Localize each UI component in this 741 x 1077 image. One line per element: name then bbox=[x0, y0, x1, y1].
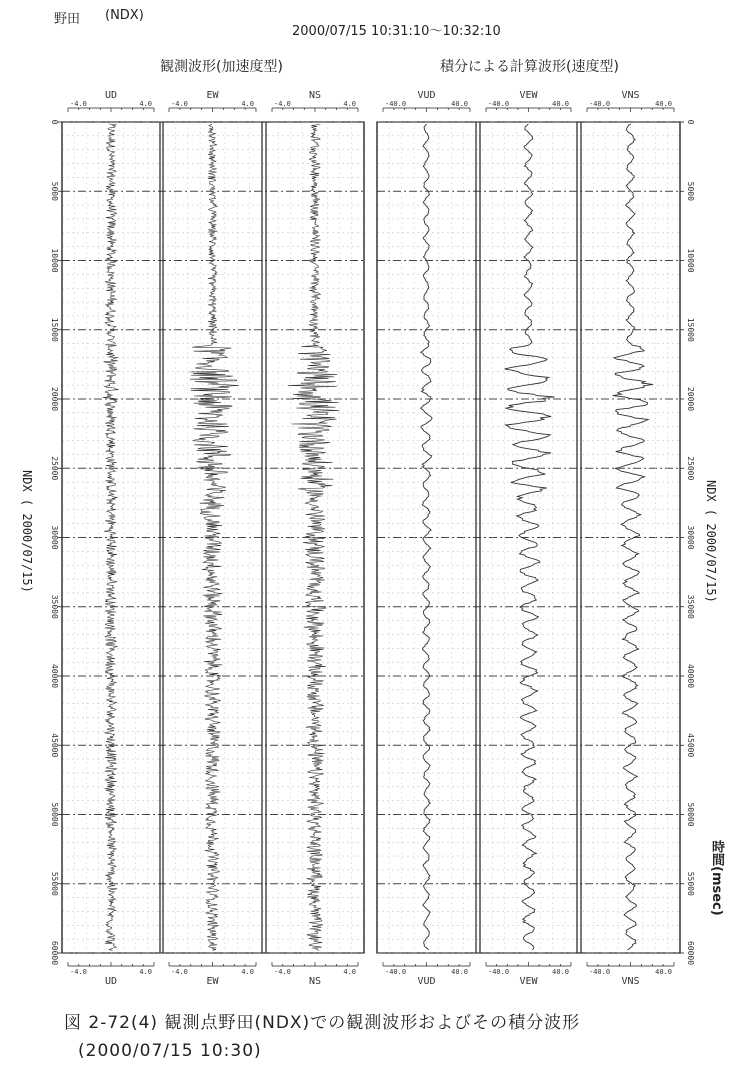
amplitude-tick-label-min: -40.0 bbox=[589, 100, 611, 108]
amplitude-tick-label-max: 40.0 bbox=[655, 968, 672, 976]
amplitude-tick-label-min: -4.0 bbox=[274, 100, 291, 108]
channel-label-bottom: UD bbox=[104, 976, 118, 987]
time-tick-label-left: 10000 bbox=[50, 248, 59, 273]
amplitude-tick-label-min: -40.0 bbox=[589, 968, 611, 976]
channel-label-bottom: VUD bbox=[417, 976, 436, 987]
time-tick-label-left: 50000 bbox=[50, 802, 59, 827]
amplitude-tick-label-max: 4.0 bbox=[241, 100, 254, 108]
time-axis-label: 時間(msec) bbox=[709, 840, 724, 916]
channel-label-bottom: VEW bbox=[519, 976, 538, 987]
station-name: 野田 bbox=[54, 12, 81, 27]
time-tick-label-right: 45000 bbox=[686, 733, 695, 758]
time-tick-label-right: 15000 bbox=[686, 317, 695, 342]
waveform-ns bbox=[288, 124, 339, 950]
time-tick-label-right: 60000 bbox=[686, 940, 695, 966]
channel-label-top: VEW bbox=[519, 90, 538, 101]
figure-caption: 図 2-72(4) 観測点野田(NDX)での観測波形およびその積分波形 bbox=[64, 1013, 581, 1033]
channel-label-top: VNS bbox=[621, 90, 640, 101]
amplitude-tick-label-min: -4.0 bbox=[274, 968, 291, 976]
amplitude-tick-label-max: 40.0 bbox=[552, 100, 569, 108]
station-code: (NDX) bbox=[105, 8, 144, 23]
amplitude-tick-label-min: -4.0 bbox=[171, 100, 188, 108]
amplitude-tick-label-max: 40.0 bbox=[451, 100, 468, 108]
amplitude-tick-label-min: -40.0 bbox=[488, 100, 510, 108]
channel-label-top: VUD bbox=[417, 90, 436, 101]
time-tick-label-right: 10000 bbox=[686, 248, 695, 273]
waveform-vns bbox=[613, 124, 653, 950]
amplitude-tick-label-min: -40.0 bbox=[385, 100, 407, 108]
amplitude-tick-label-min: -40.0 bbox=[385, 968, 407, 976]
amplitude-tick-label-max: 4.0 bbox=[343, 968, 356, 976]
time-tick-label-right: 0 bbox=[686, 119, 695, 125]
amplitude-tick-label-max: 40.0 bbox=[552, 968, 569, 976]
time-tick-label-right: 55000 bbox=[686, 871, 695, 896]
amplitude-tick-label-max: 4.0 bbox=[139, 968, 152, 976]
time-tick-label-left: 25000 bbox=[50, 456, 59, 481]
time-tick-label-left: 15000 bbox=[50, 317, 59, 342]
time-tick-label-right: 50000 bbox=[686, 802, 695, 827]
time-tick-label-left: 30000 bbox=[50, 525, 59, 550]
waveform-vew bbox=[505, 124, 555, 950]
time-tick-label-right: 30000 bbox=[686, 525, 695, 550]
time-tick-label-right: 20000 bbox=[686, 386, 695, 412]
amplitude-tick-label-min: -40.0 bbox=[488, 968, 510, 976]
channel-label-top: UD bbox=[104, 90, 118, 101]
amplitude-tick-label-min: -4.0 bbox=[70, 100, 87, 108]
channel-label-bottom: VNS bbox=[621, 976, 640, 987]
record-datetime: 2000/07/15 10:31:10～10:32:10 bbox=[292, 24, 501, 39]
time-tick-label-right: 35000 bbox=[686, 594, 695, 619]
channel-label-bottom: EW bbox=[206, 976, 219, 987]
channel-label-top: EW bbox=[206, 90, 219, 101]
computed-group-title: 積分による計算波形(速度型) bbox=[440, 59, 619, 75]
time-tick-label-right: 5000 bbox=[686, 181, 695, 201]
time-tick-label-left: 0 bbox=[50, 119, 59, 125]
amplitude-tick-label-max: 40.0 bbox=[451, 968, 468, 976]
amplitude-tick-label-max: 4.0 bbox=[343, 100, 356, 108]
amplitude-tick-label-min: -4.0 bbox=[70, 968, 87, 976]
amplitude-tick-label-max: 4.0 bbox=[139, 100, 152, 108]
time-tick-label-left: 55000 bbox=[50, 871, 59, 896]
time-tick-label-left: 20000 bbox=[50, 386, 59, 412]
right-station-label: NDX ( 2000/07/15) bbox=[704, 480, 718, 603]
left-station-label: NDX ( 2000/07/15) bbox=[20, 470, 34, 593]
amplitude-tick-label-max: 40.0 bbox=[655, 100, 672, 108]
time-tick-label-left: 5000 bbox=[50, 181, 59, 201]
amplitude-tick-label-max: 4.0 bbox=[241, 968, 254, 976]
time-tick-label-right: 25000 bbox=[686, 456, 695, 481]
channel-label-bottom: NS bbox=[308, 976, 322, 987]
time-tick-label-right: 40000 bbox=[686, 663, 695, 689]
time-tick-label-left: 35000 bbox=[50, 594, 59, 619]
channel-label-top: NS bbox=[308, 90, 322, 101]
observed-group-title: 観測波形(加速度型) bbox=[160, 59, 283, 75]
time-tick-label-left: 45000 bbox=[50, 733, 59, 758]
time-tick-label-left: 60000 bbox=[50, 940, 59, 966]
figure-caption-date: (2000/07/15 10:30) bbox=[78, 1041, 262, 1061]
time-tick-label-left: 40000 bbox=[50, 663, 59, 689]
amplitude-tick-label-min: -4.0 bbox=[171, 968, 188, 976]
